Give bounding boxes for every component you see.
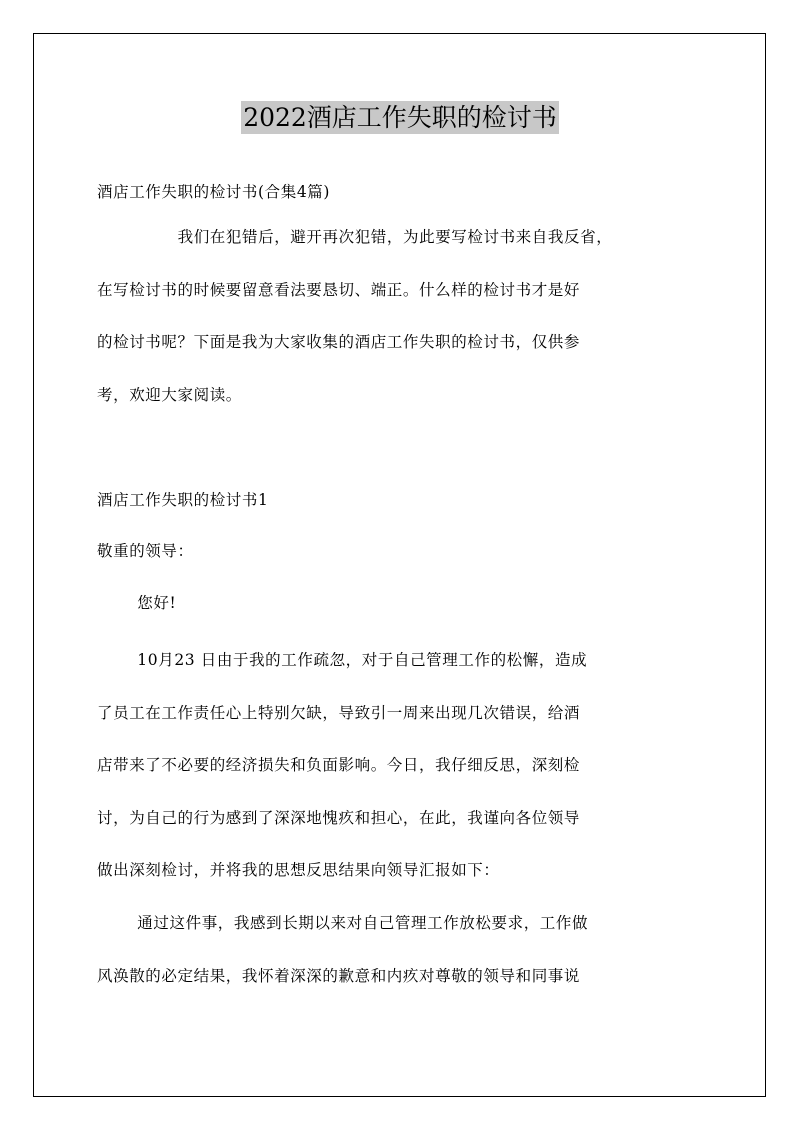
body-line: 风涣散的必定结果，我怀着深深的歉意和内疚对尊敬的领导和同事说: [97, 966, 581, 985]
intro-line: 在写检讨书的时候要留意看法要恳切、端正。什么样的检讨书才是好: [97, 280, 581, 299]
body-paragraph-1: [97, 634, 707, 897]
section-heading: 酒店工作失职的检讨书1: [97, 491, 269, 509]
document-title: [0, 96, 800, 140]
body-paragraph-2: [97, 897, 707, 1002]
body-line: 了员工在工作责任心上特别欠缺，导致引一周来出现几次错误，给酒: [97, 703, 581, 722]
intro-line: 我们在犯错后，避开再次犯错，为此要写检讨书来自我反省，: [177, 228, 613, 246]
body-line: 店带来了不必要的经济损失和负面影响。今日，我仔细反思，深刻检: [97, 756, 581, 774]
greeting-hello: 您好!: [137, 594, 177, 612]
body-line: 做出深刻检讨，并将我的思想反思结果向领导汇报如下：: [97, 861, 500, 879]
body-line: 10月23 日由于我的工作疏忽，对于自己管理工作的松懈，造成: [137, 651, 588, 669]
body-line: 讨，为自己的行为感到了深深地愧疚和担心，在此，我谨向各位领导: [97, 808, 581, 827]
salutation: 敬重的领导：: [97, 542, 194, 560]
intro-line: 的检讨书呢？下面是我为大家收集的酒店工作失职的检讨书，仅供参: [97, 333, 581, 351]
intro-paragraph: [97, 211, 707, 421]
intro-line: 考，欢迎大家阅读。: [97, 385, 242, 404]
body-line: 通过这件事，我感到长期以来对自己管理工作放松要求，工作做: [137, 914, 589, 932]
document-title-text: 2022酒店工作失职的检讨书: [243, 103, 557, 132]
document-subtitle: 酒店工作失职的检讨书(合集4篇): [97, 183, 331, 201]
